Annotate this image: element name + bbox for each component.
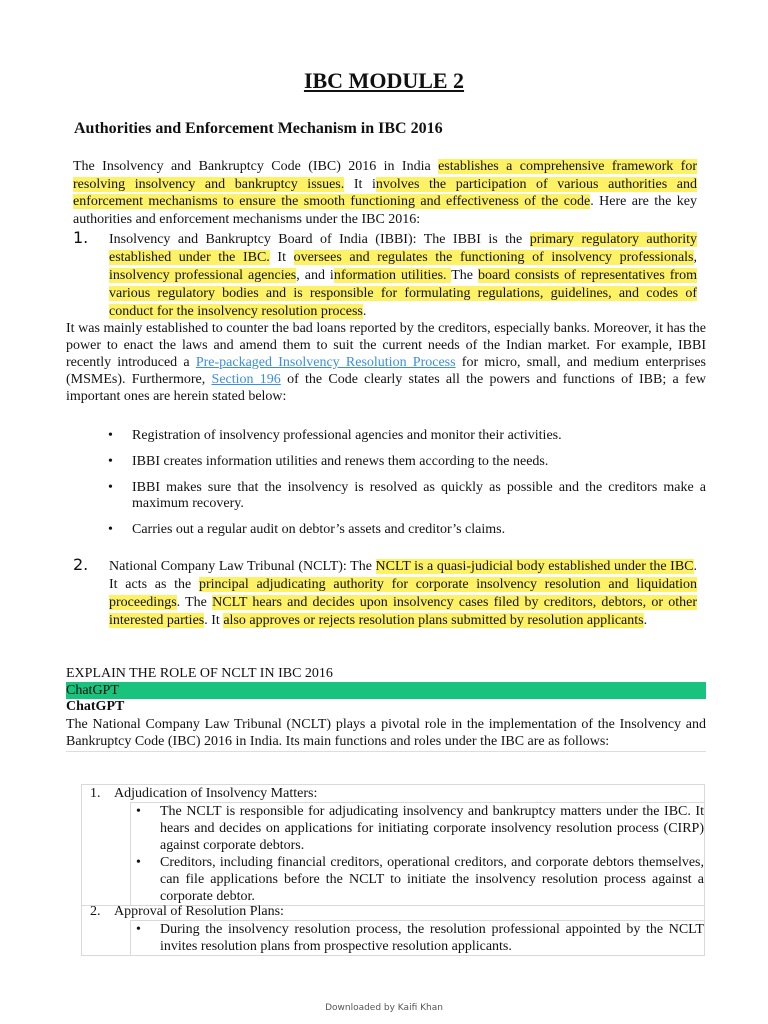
role-title: Approval of Resolution Plans: <box>114 904 284 919</box>
role-details <box>130 920 704 955</box>
list-item: • Carries out a regular audit on debtor’s assets and creditor’s claims. <box>108 522 706 538</box>
item-highlight: nformation utilities. <box>333 268 452 283</box>
list-item: • The NCLT is responsible for adjudicating insolvency and bankruptcy matters under the IBC. It hears and decides on applications for initiating corporate insolvency resolution process (CIRP) against corporate debtors. <box>131 803 704 854</box>
intro-text: It i <box>344 176 376 192</box>
list-item: • IBBI makes sure that the insolvency is resolved as quickly as possible and the creditors make a maximum recovery. <box>108 480 706 512</box>
nclt-intro-paragraph: The National Company Law Tribunal (NCLT) plays a pivotal role in the implementation of the Insolvency and Bankruptcy Code (IBC) 2016 in India. Its main functions and roles under the IBC are as follows: <box>66 716 706 752</box>
download-footer: Downloaded by Kaifi Khan <box>325 1003 443 1013</box>
item-number: 2. <box>73 555 89 574</box>
item-text: , <box>693 250 697 265</box>
item-text: . It <box>204 613 224 628</box>
chatgpt-banner: ChatGPT <box>66 682 706 699</box>
intro-highlight-1: establishes a comprehensive framework for resolving insolvency and bankruptcy issues. <box>73 159 697 192</box>
intro-text: The Insolvency and Bankruptcy Code (IBC) 2016 in India <box>73 159 439 174</box>
item-number: 1. <box>73 228 89 247</box>
intro-highlight-2: nvolves the participation of various authorities and enforcement mechanisms to ensure the smooth functioning and effectiveness of the code <box>73 176 697 209</box>
item-text: The <box>451 268 478 283</box>
list-item: • Registration of insolvency professional agencies and monitor their activities. <box>108 428 706 444</box>
paragraph-text: for micro, small, and medium enterprises (MSMEs). Furthermore, <box>66 355 706 387</box>
item-text: . It acts as the <box>109 559 698 592</box>
paragraph-text: of the Code clearly states all the powers and functions of IBB; a few important ones are herein stated below: <box>66 372 706 404</box>
paragraph-text: It was mainly established to counter the bad loans reported by the creditors, especially banks. Moreover, it has the power to enact the laws and amend them to suit the current needs of the Indian market. For example, IBBI recently introduced a <box>66 321 706 370</box>
item-text: , and i <box>296 268 334 283</box>
pre-packaged-process-link[interactable]: Pre-packaged Insolvency Resolution Process <box>195 355 456 370</box>
chatgpt-label: ChatGPT <box>66 699 125 714</box>
item-text: Insolvency and Bankruptcy Board of India (IBBI): The IBBI is the <box>109 232 530 247</box>
section-196-link[interactable]: Section 196 <box>211 372 281 387</box>
list-item: • During the insolvency resolution process, the resolution professional appointed by the NCLT invites resolution plans from prospective resolution applicants. <box>131 921 704 955</box>
section-subtitle: Authorities and Enforcement Mechanism in IBC 2016 <box>74 120 443 137</box>
item-text: . <box>362 304 367 319</box>
ibbi-functions-list <box>108 428 706 548</box>
role-number: 1. <box>90 786 101 801</box>
explain-heading: EXPLAIN THE ROLE OF NCLT IN IBC 2016 <box>66 666 333 681</box>
numbered-item-nclt <box>73 555 698 630</box>
item-text: . <box>643 613 648 628</box>
item-highlight: board consists of representatives from various regulatory bodies and is responsible for formulating regulations, guidelines, and codes of conduct for the insolvency resolution process <box>109 268 697 319</box>
list-item: • IBBI creates information utilities and renews them according to the needs. <box>108 454 706 470</box>
numbered-item-ibbi <box>73 228 697 321</box>
item-highlight: NCLT is a quasi-judicial body established under the IBC <box>375 559 694 574</box>
role-details <box>130 802 704 905</box>
item-highlight: oversees and regulates the functioning of insolvency professionals <box>293 250 694 265</box>
item-highlight: principal adjudicating authority for corporate insolvency resolution and liquidation proceedings <box>109 577 697 610</box>
role-block-adjudication <box>81 784 705 906</box>
item-highlight: also approves or rejects resolution plans submitted by resolution applicants <box>223 613 644 628</box>
intro-paragraph <box>73 158 697 228</box>
list-item: • Creditors, including financial creditors, operational creditors, and corporate debtors themselves, can file applications before the NCLT to initiate the insolvency resolution process against a corporate debtor. <box>131 854 704 905</box>
item-highlight: primary regulatory authority established under the IBC. <box>109 232 697 265</box>
item-text: It <box>269 250 294 265</box>
document-title: IBC MODULE 2 <box>303 68 465 93</box>
role-title: Adjudication of Insolvency Matters: <box>114 786 318 801</box>
role-number: 2. <box>90 904 101 919</box>
item-text: . The <box>176 595 213 610</box>
ibbi-paragraph <box>66 320 706 405</box>
item-text: National Company Law Tribunal (NCLT): The <box>109 559 376 574</box>
role-heading <box>82 903 704 920</box>
item-highlight: NCLT hears and decides upon insolvency cases filed by creditors, debtors, or other interested parties <box>109 595 698 628</box>
item-highlight: insolvency professional agencies <box>109 268 297 283</box>
role-heading <box>82 785 704 802</box>
role-block-approval <box>81 903 705 956</box>
intro-text: . Here are the key authorities and enforcement mechanisms under the IBC 2016: <box>73 194 697 227</box>
